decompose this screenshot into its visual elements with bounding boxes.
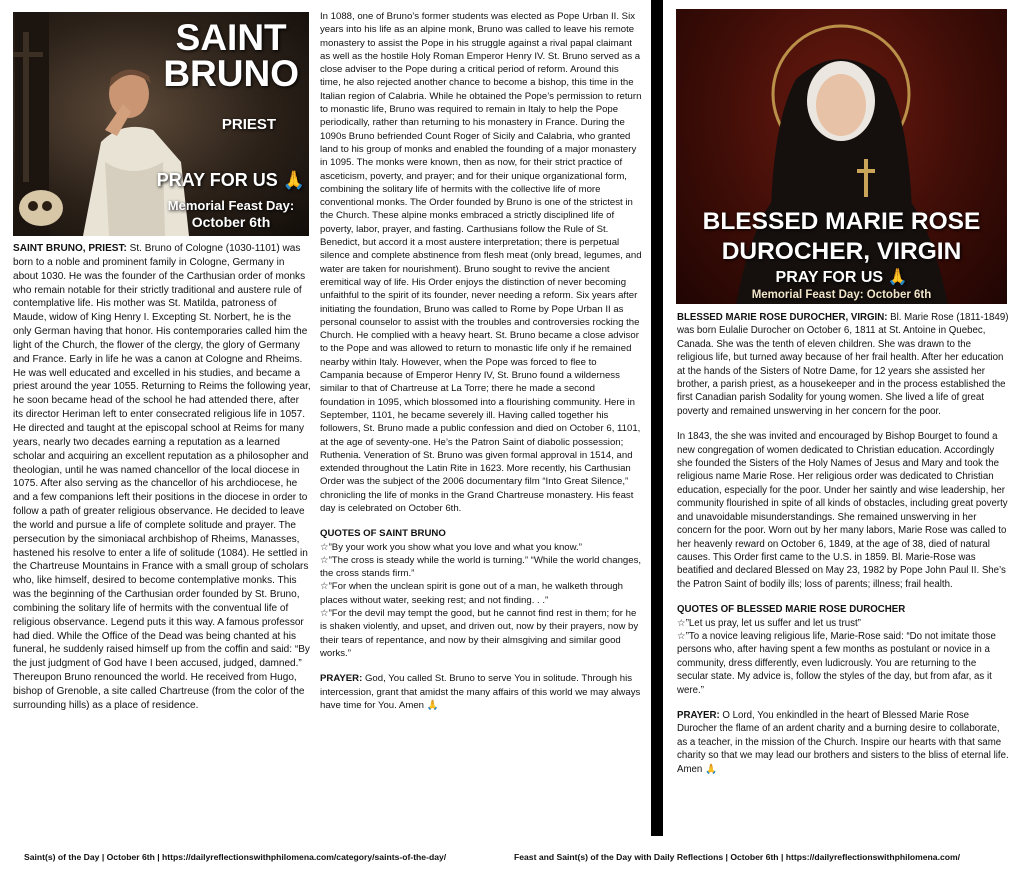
marie-prayer-lead: PRAYER:: [677, 709, 720, 721]
footer-left-link[interactable]: Saint(s) of the Day | October 6th | https://dailyreflectionswithphilomena.com/category/saints-of-the-day/: [24, 852, 447, 862]
bruno-lead: SAINT BRUNO, PRIEST:: [13, 243, 127, 254]
title-line-2: BRUNO: [163, 53, 299, 94]
saint-bruno-title: [163, 17, 299, 94]
bruno-prayer-text: God, You called St. Bruno to serve You in solitude. Through his intercession, grant that amidst the many affairs of this world we may always have time for You. Amen 🙏: [320, 673, 641, 711]
feast-day-label: [153, 198, 309, 230]
footer-right-link[interactable]: Feast and Saint(s) of the Day with Daily Reflections | October 6th | https://dailyreflectionswithphilomena.com/: [514, 852, 961, 862]
feast-day-label: Memorial Feast Day: October 6th: [751, 289, 932, 301]
marie-rose-title: [676, 207, 1007, 267]
marie-quotes-heading: QUOTES OF BLESSED MARIE ROSE DUROCHER: [677, 604, 906, 616]
marie-prayer-text: O Lord, You enkindled in the heart of Blessed Marie Rose Durocher the flame of an ardent charity and a burning desire to collaborate, as a teacher, in the mission of the Church. Inspire our hearts with that same charity so that we may lead our brothers and sisters to the bliss of eternal life. Amen 🙏: [677, 709, 1009, 775]
column-divider: [651, 0, 663, 836]
title-line-2: DUROCHER, VIRGIN: [721, 238, 962, 265]
marie-quote: ☆ ”Let us pray, let us suffer and let us trust”: [677, 617, 1009, 630]
bruno-quote: ☆ ”The cross is steady while the world is turning.” “While the world changes, the cross stands firm.”: [320, 554, 642, 581]
title-line-1: SAINT: [175, 17, 287, 58]
bruno-bio-column-2: [320, 10, 642, 712]
feast-line-2: October 6th: [191, 214, 271, 230]
bruno-quotes-heading: QUOTES OF SAINT BRUNO: [320, 528, 446, 540]
pray-for-us: PRAY FOR US 🙏: [775, 269, 908, 286]
marie-rose-image: [676, 9, 1007, 304]
marie-bio-part-1: Bl. Marie Rose (1811-1849) was born Eulalie Durocher on October 6, 1811 at St. Antoine in Quebec, Canada. She was the tenth of eleven children. She was drawn to the religious life, but turned away because of her frail health. After her education at the hands of the Sisters of Notre Dame, for 12 years she assisted her brother, a parish priest, as a housekeeper and in the process established the first Canadian parish Sodality for young women. She lived a life of great poverty and remained unswerving in her concern for the poor.: [677, 312, 1009, 417]
marie-lead: BLESSED MARIE ROSE DUROCHER, VIRGIN:: [677, 312, 888, 323]
pray-for-us: PRAY FOR US 🙏: [156, 170, 306, 190]
title-line-1: BLESSED MARIE ROSE: [702, 208, 981, 235]
bruno-quote: ☆ ”For the devil may tempt the good, but he cannot find rest in them; for he is shaken violently, and upset, and driven out, now by their prayers, now by their tears of repentance, and now by their almsgiving and similar good works.”: [320, 607, 642, 660]
bruno-bio-part-2: In 1088, one of Bruno’s former students was elected as Pope Urban II. Six years into his life as an alpine monk, Bruno was called to leave his remote monastery to assist the Pope in his struggle against a rival papal claimant as well as the hostile Holy Roman Emperor Henry IV. St. Bruno served as a close adviser to the Pope during a critical period of reform. Around this time, he also rejected another chance to become a bishop, this time in the Italian region of Calabria. While he obtained the Pope’s permission to return to monastic life, Bruno was required to remain in Italy to help the Pope periodically, rather than returning to his monastery in France. During the 1090s Bruno befriended Count Roger of Sicily and Calabria, who granted land to his group of monks and enabled the founding of a major monastery in 1095. The monks were known, then as now, for their strict practice of asceticism, poverty, and prayer; and for their unique organizational form, combining the solitary life of hermits with the collective life of more conventional monks. The Order founded by Bruno is one of the strictest in the Church. These alpine monks embraced a strictly disciplined life of poverty, labor, prayer, and fasting. Carthusians follow the Rule of St. Benedict, but accord it a most austere interpretation; there is perpetual silence and complete abstinence from flesh meat (only bread, legumes, and water are taken for nourishment). Bruno sought to revive the ancient eremitical way of life. His Order enjoys the distinction of never becoming unfaithful to the spirit of its founder, never needing a reform. Six years after initiating the foundation, Bruno was called to Rome by Pope Urban II as personal counselor to assist with the troubles and controversies rocking the Church. He complied with a heavy heart. St. Bruno became a close advisor to the Pope and was allowed to return to monastic life only if he remained nearby within Italy. However, when the Pope was forced to flee to Campania because of Emperor Henry IV, St. Bruno found a wilderness similar to that of Chartreuse at La Torre; there he made a second foundation in 1095, which blossomed into a flourishing community. Here in September, 1101, he became severely ill. Having called together his followers, St. Bruno made a public confession and died on October 6, 1101, at the age of seventy-one. He’s the Patron Saint of diabolic possession; Ruthenia. Veneration of St. Bruno was given formal approval in 1514, and extended throughout the Latin Rite in 1623. More recently, his Carthusian Order was the subject of the 2006 documentary film “Into Great Silence,” chronicling the life of monks in the Grand Chartreuse monastery. His feast day is celebrated on October 6th.: [320, 11, 642, 514]
bruno-bio-part-1: St. Bruno of Cologne (1030-1101) was born to a noble and prominent family in Cologne, Germany in about 1030. He was the founder of the Carthusian order of monks who remain notable for their strictly traditional and austere rule of contemplative life. His mother was St. Matilda, patroness of Maude, widow of King Henry I. Excepting St. Norbert, he is the only German having that honor. His contemporaries called him the light of the Church, the flower of the clergy, the glory of Germany and France. Early in life he was a canon at Cologne and Rheims. He was well educated and excelled in his studies, and became a priest around the year 1055. Returning to Reims the following year, he soon became head of the school he had attended there, after its director Heriman left to enter consecrated religious life in 1057. He directed and taught at the episcopal school at Reims for many years, nearly two decades earning a reputation as a learned scholar and acquiring an excellent reputation as a philosopher and theologian, until he was named chancellor of the local diocese in 1075. After also serving as the chancellor of his archdiocese, he and a few companions left their positions in the diocese in order to follow a path of greater religious observance. He decided to leave the world and pursue a life of complete solitude and prayer. The persecution by the simoniacal archbishop of Rheims, Manasses, hastened his resolve to enter a life of solitude (1084). He settled in the Chartreuse Mountains in France with a small group of scholars who, like himself, desired to become contemplative monks. This was the beginning of the Carthusian order founded by St. Bruno, combining the solitary life of hermits with the conventual life of religious observance. Legend puts it this way. A famous professor had died. While the Office of the Dead was being chanted at his funeral, he suddenly raised himself up from the coffin and said: “By the just judgment of God have I been accused, judged, damned.” Thereupon Bruno renounced the world. He received from Hugo, bishop of Grenoble, a site called Chartreuse (from the color of the surrounding hills) as a place of residence.: [13, 243, 311, 711]
bruno-bio-column-1: [13, 242, 311, 713]
marie-bio-part-2: In 1843, the she was invited and encouraged by Bishop Bourget to found a new congregation of women dedicated to Christian education. Accordingly she founded the Sisters of the Holy Names of Jesus and Mary and took the religious name Marie Rose. Her religious order was dedicated to Christian education, especially for the poor. Under her saintly and wise leadership, her community flourished in spite of all kinds of obstacles, including great poverty and unavoidable misunderstandings. She remained unswerving in her concern for the poor. Worn out by her many labors, Marie Rose was called to her heavenly reward on October 6, 1849, at the age of 38, died of natural causes. This Order first came to the U.S. in 1859. Bl. Marie-Rose was beatified and declared Blessed on May 23, 1982 by Pope John Paul II. She’s the Patron Saint of bodily ills; loss of parents; illness; frail health.: [677, 431, 1008, 590]
bruno-prayer-lead: PRAYER:: [320, 673, 363, 685]
bruno-quote: ☆ ”For when the unclean spirit is gone out of a man, he walketh through places without water, seeking rest; and not finding. . .”: [320, 580, 642, 607]
marie-quote: ☆ ”To a novice leaving religious life, Marie-Rose said: “Do not imitate those persons who, after having spent a few months as postulant or novice in a community, dress differently, even ludicrously. You are returning to the secular state. My advice is, follow the styles of the day, but from afar, as it were.”: [677, 630, 1009, 697]
feast-line-1: Memorial Feast Day:: [167, 198, 295, 213]
marie-rose-column: [677, 311, 1009, 776]
bruno-quote: ☆ ”By your work you show what you love and what you know.”: [320, 541, 642, 554]
subtitle-priest: PRIEST: [221, 116, 277, 133]
saint-bruno-image: [13, 12, 309, 236]
